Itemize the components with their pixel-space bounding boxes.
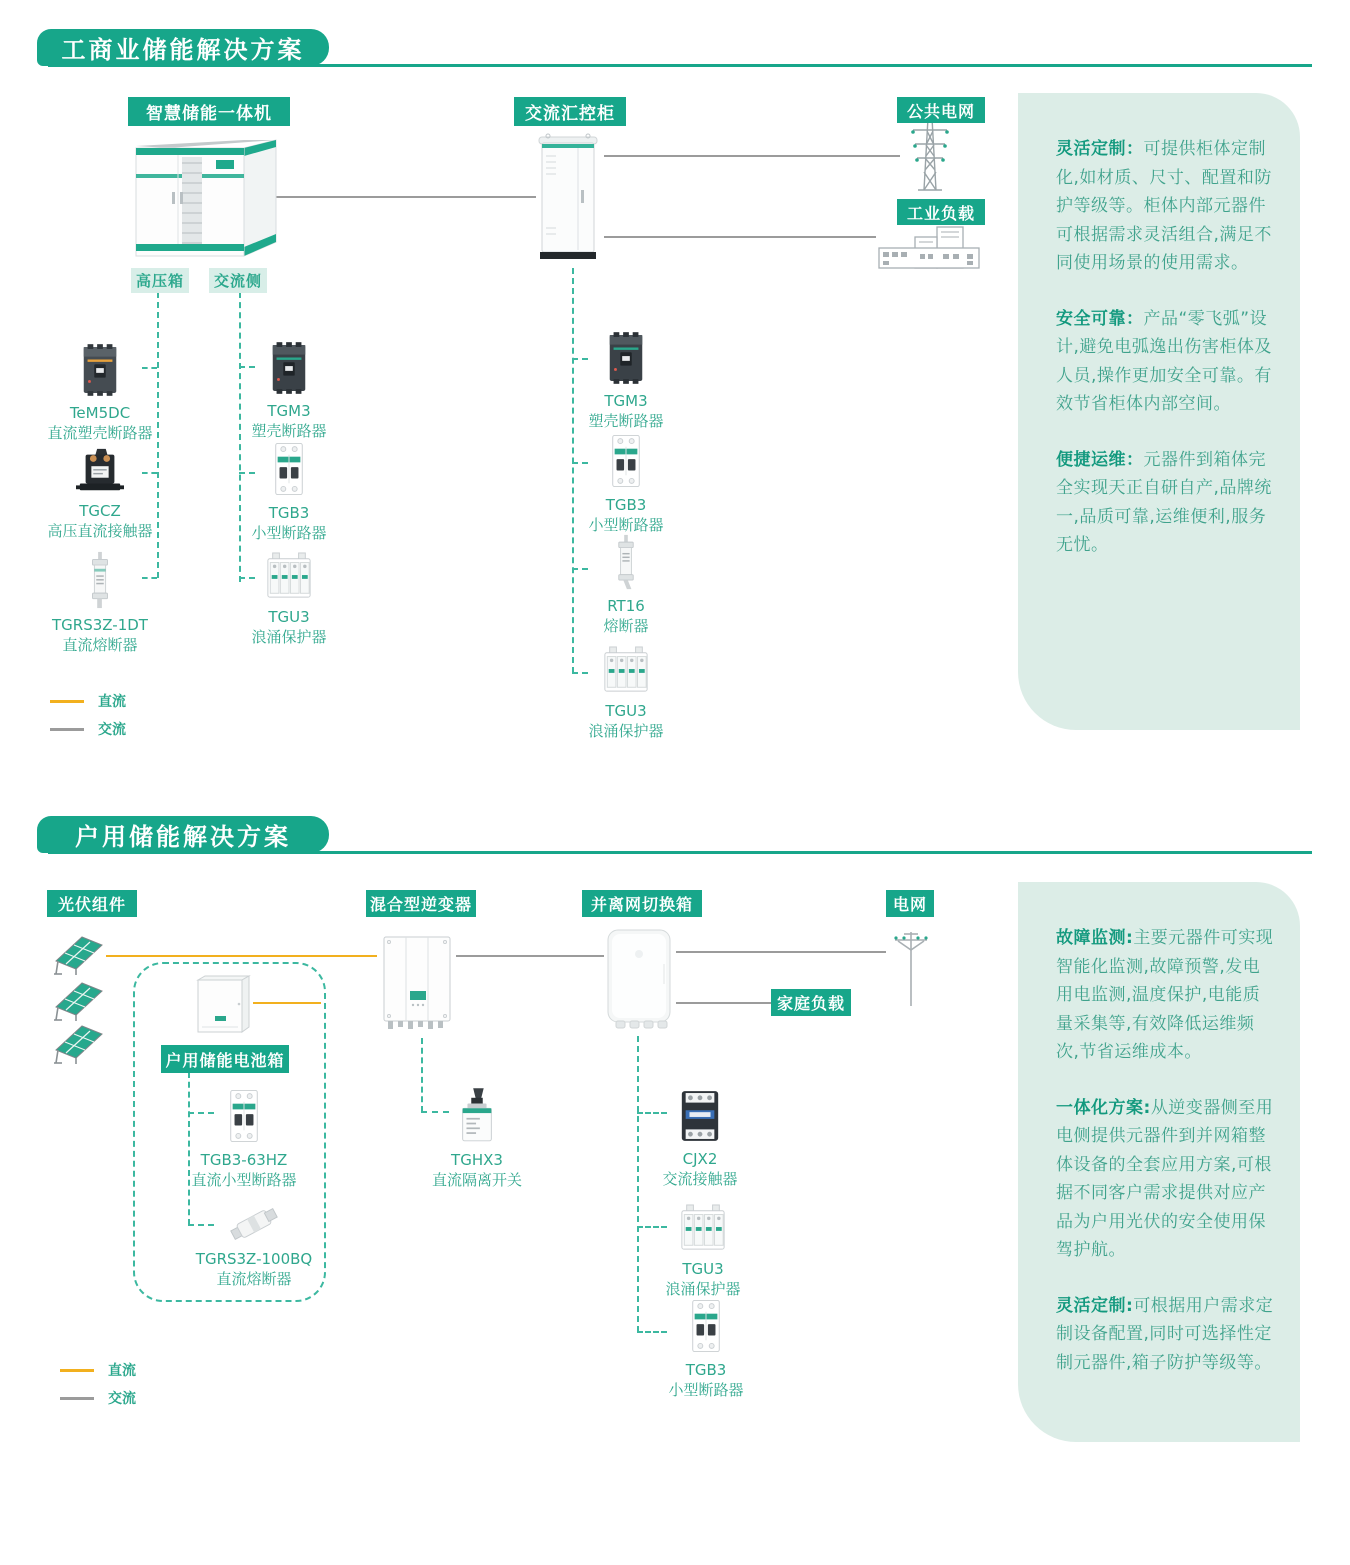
info-body: 从逆变器侧至用电侧提供元器件到并网箱整体设备的全套应用方案,可根据不同客户需求提供对应产品为户用光伏的安全使用保驾护航。 <box>1056 1097 1274 1260</box>
legend-dc-label: 直流 <box>98 694 126 710</box>
node-label-grid: 电网 <box>886 890 934 917</box>
info-lead: 便捷运维： <box>1056 449 1144 470</box>
mini-breaker-icon <box>226 1088 262 1144</box>
ac-connection-line <box>456 955 604 957</box>
product-name: TGRS3Z-100BQ <box>195 1250 313 1268</box>
dc-line-sample <box>50 700 84 703</box>
info-paragraph <box>1056 1094 1276 1265</box>
section1-title: 工商业储能解决方案 <box>37 29 329 66</box>
mini-breaker-icon <box>688 1298 724 1354</box>
legend-ac <box>60 1388 136 1408</box>
ac-line-sample <box>60 1397 94 1400</box>
product-tgb3-ac <box>224 441 354 543</box>
legend-ac-label: 交流 <box>98 722 126 738</box>
grid-switch-box-illustration <box>604 924 674 1038</box>
dc-contactor-icon <box>76 447 124 495</box>
node-label-ac-cabinet: 交流汇控柜 <box>514 97 626 126</box>
legend-ac-label: 交流 <box>108 1391 136 1407</box>
product-tgb3-cabinet <box>561 433 691 535</box>
product-desc: 直流熔断器 <box>62 636 138 654</box>
node-label-pv: 光伏组件 <box>47 890 137 917</box>
info-body: 可根据用户需求定制设备配置,同时可选择性定制元器件,箱子防护等级等。 <box>1056 1295 1274 1373</box>
node-label-industrial-load: 工业负载 <box>897 199 985 225</box>
product-rt16 <box>561 534 691 636</box>
product-tgrs3z-1dt <box>35 551 165 655</box>
surge-protector-icon <box>602 645 650 695</box>
info-paragraph <box>1056 305 1276 419</box>
dc-line-sample <box>60 1369 94 1372</box>
product-desc: 直流塑壳断路器 <box>47 424 153 442</box>
ac-line-sample <box>50 728 84 731</box>
product-tgcz <box>35 447 165 541</box>
product-cjx2 <box>630 1089 770 1189</box>
node-label-battery-box: 户用储能电池箱 <box>161 1045 289 1073</box>
info-lead: 故障监测: <box>1056 928 1134 948</box>
product-name: TGM3 <box>267 402 311 420</box>
hybrid-inverter-illustration <box>380 933 454 1037</box>
product-name: TGB3 <box>685 1361 727 1379</box>
info-paragraph <box>1056 135 1276 278</box>
product-tgb3 <box>636 1298 776 1400</box>
mini-breaker-icon <box>271 441 307 497</box>
section2-title: 户用储能解决方案 <box>37 816 329 853</box>
battery-box-illustration <box>192 971 254 1041</box>
solar-panel-icon <box>46 1020 106 1070</box>
product-tgu3-ac <box>224 551 354 647</box>
mccb-icon <box>78 343 122 397</box>
info-body: 主要元器件可实现智能化监测,故障预警,发电用电监测,温度保护,电能质量采集等,有效降低运维频次,节省运维成本。 <box>1056 928 1274 1062</box>
node-label-switch-box: 并离网切换箱 <box>582 890 702 917</box>
legend-ac <box>50 719 126 739</box>
surge-protector-icon <box>265 551 313 601</box>
dc-fuse-icon <box>84 551 116 609</box>
ac-connection-line <box>604 155 900 157</box>
product-desc: 直流小型断路器 <box>191 1171 297 1189</box>
product-tghx3 <box>407 1086 547 1190</box>
product-desc: 熔断器 <box>603 617 649 635</box>
ess-cabinet-illustration <box>116 130 288 266</box>
surge-protector-icon <box>679 1203 727 1253</box>
mini-breaker-icon <box>608 433 644 489</box>
product-name: TGB3-63HZ <box>200 1151 288 1169</box>
product-desc: 直流熔断器 <box>216 1270 292 1288</box>
info-lead: 一体化方案: <box>1056 1097 1151 1118</box>
product-name: TGU3 <box>268 608 310 626</box>
mccb-icon <box>604 331 648 385</box>
product-desc: 小型断路器 <box>251 524 327 542</box>
product-name: TGU3 <box>605 702 647 720</box>
product-name: TGU3 <box>682 1260 724 1278</box>
product-desc: 交流接触器 <box>662 1170 738 1188</box>
product-tgb3-63hz <box>179 1088 309 1190</box>
product-desc: 高压直流接触器 <box>47 522 153 540</box>
utility-pole-icon <box>891 926 931 1012</box>
info-lead: 安全可靠： <box>1056 308 1144 329</box>
info-body: 元器件到箱体完全实现天正自研自产,品牌统一,品质可靠,运维便利,服务无忧。 <box>1056 449 1272 555</box>
ac-connection-line <box>676 1002 771 1004</box>
product-name: TGHX3 <box>451 1151 503 1169</box>
product-tem5dc <box>35 343 165 443</box>
product-desc: 浪涌保护器 <box>251 628 327 646</box>
info-paragraph <box>1056 1292 1276 1378</box>
group-label-hv-box: 高压箱 <box>131 268 189 293</box>
product-desc: 塑壳断路器 <box>251 422 327 440</box>
legend-dc <box>60 1360 136 1380</box>
ac-connection-line <box>246 196 536 198</box>
product-desc: 小型断路器 <box>588 516 664 534</box>
info-body: 产品“零飞弧”设计,避免电弧逸出伤害柜体及人员,操作更加安全可靠。有效节省柜体内部空间。 <box>1056 308 1272 414</box>
legend-dc <box>50 691 126 711</box>
dc-connection-line <box>106 955 377 957</box>
solar-panel-icon <box>46 931 106 981</box>
info-paragraph <box>1056 924 1276 1067</box>
fuse-icon <box>610 534 642 590</box>
ac-connection-line <box>676 951 886 953</box>
product-desc: 浪涌保护器 <box>588 722 664 740</box>
dc-fuse-icon <box>226 1205 282 1243</box>
isolator-switch-icon <box>455 1086 499 1144</box>
legend-dc-label: 直流 <box>108 1363 136 1379</box>
node-label-public-grid: 公共电网 <box>897 97 985 123</box>
ac-contactor-icon <box>678 1089 722 1143</box>
product-name: TGB3 <box>268 504 310 522</box>
info-paragraph <box>1056 446 1276 560</box>
ac-control-cabinet-illustration <box>536 132 602 266</box>
section1-info-panel <box>1018 93 1300 730</box>
product-name: TGCZ <box>79 502 121 520</box>
product-tgm3-ac <box>224 341 354 441</box>
product-desc: 直流隔离开关 <box>431 1171 522 1189</box>
node-label-home-load: 家庭负载 <box>771 989 851 1016</box>
product-name: TGB3 <box>605 496 647 514</box>
product-name: TGM3 <box>604 392 648 410</box>
node-label-inverter: 混合型逆变器 <box>366 890 476 917</box>
industrial-building-icon <box>875 224 985 276</box>
product-name: TGRS3Z-1DT <box>52 616 148 634</box>
product-tgrs3z-100bq <box>184 1205 324 1289</box>
product-desc: 浪涌保护器 <box>665 1280 741 1298</box>
product-desc: 小型断路器 <box>668 1381 744 1399</box>
product-name: RT16 <box>607 597 645 615</box>
group-label-ac-side: 交流侧 <box>209 268 267 293</box>
section2-info-panel <box>1018 882 1300 1442</box>
node-label-ess: 智慧储能一体机 <box>128 97 290 126</box>
product-tgu3 <box>633 1203 773 1299</box>
info-lead: 灵活定制: <box>1056 1295 1134 1316</box>
info-body: 可提供柜体定制化,如材质、尺寸、配置和防护等级等。柜体内部元器件可根据需求灵活组合,满足不同使用场景的使用需求。 <box>1056 139 1272 273</box>
product-tgm3-cabinet <box>561 331 691 431</box>
product-desc: 塑壳断路器 <box>588 412 664 430</box>
ac-connection-line <box>604 236 876 238</box>
product-tgu3-cabinet <box>561 645 691 741</box>
product-name: CJX2 <box>682 1150 718 1168</box>
mccb-icon <box>267 341 311 395</box>
product-name: TeM5DC <box>69 404 131 422</box>
info-lead: 灵活定制： <box>1056 139 1144 159</box>
